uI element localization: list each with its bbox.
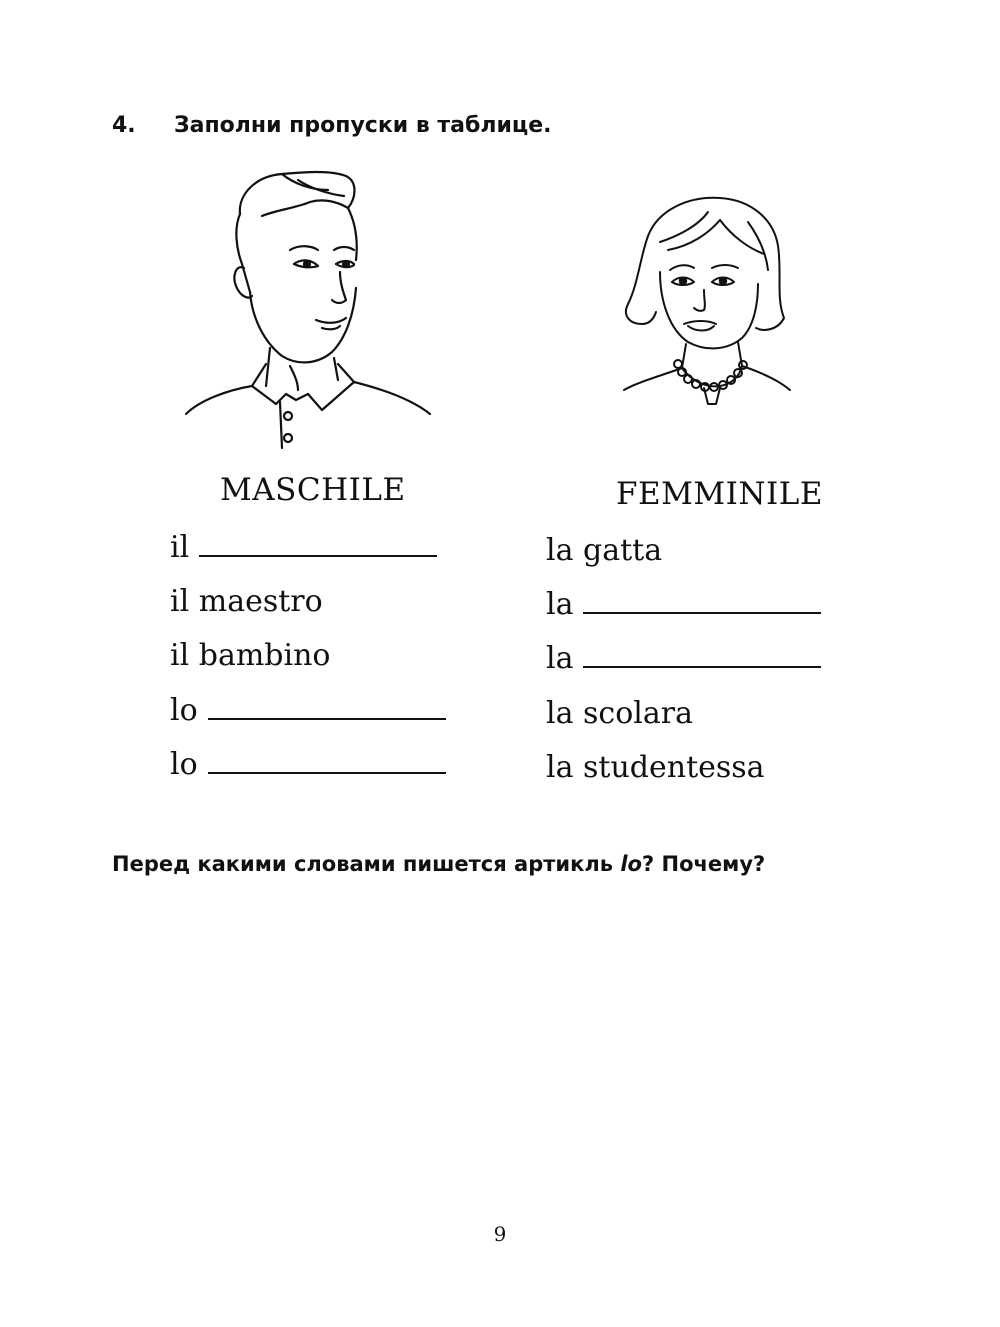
- exercise-instruction: Заполни пропуски в таблице.: [174, 113, 552, 138]
- blank-line[interactable]: [583, 584, 821, 614]
- noun: maestro: [198, 584, 323, 620]
- feminine-column: [546, 528, 821, 799]
- woman-portrait: [608, 192, 798, 420]
- question-before: Перед какими словами пишется артикль: [112, 852, 621, 876]
- feminine-row: [546, 528, 821, 582]
- article: il: [170, 530, 190, 565]
- feminine-row: [546, 636, 821, 690]
- noun: studentessa: [583, 749, 765, 785]
- blank-line[interactable]: [208, 744, 446, 774]
- feminine-row: [546, 745, 821, 799]
- article: la: [546, 749, 574, 785]
- article: la: [546, 587, 574, 623]
- masculine-row: [170, 688, 446, 742]
- blank-line[interactable]: [208, 690, 446, 720]
- feminine-row: [546, 691, 821, 745]
- article: lo: [170, 746, 198, 782]
- masculine-column: [170, 525, 446, 796]
- masculine-row: [170, 525, 446, 579]
- article: la: [546, 695, 574, 731]
- blank-line[interactable]: [583, 638, 821, 668]
- question-after: ? Почему?: [642, 852, 766, 876]
- article: il: [170, 584, 190, 620]
- noun: gatta: [583, 533, 663, 568]
- noun: bambino: [198, 638, 331, 674]
- masculine-header: MASCHILE: [220, 472, 406, 508]
- exercise-number: 4.: [112, 113, 136, 138]
- article: la: [546, 641, 574, 677]
- question-italic: lo: [620, 852, 642, 876]
- page-number: 9: [493, 1222, 507, 1246]
- feminine-row: [546, 582, 821, 636]
- article: la: [546, 533, 574, 568]
- article: lo: [170, 692, 198, 728]
- masculine-row: [170, 633, 446, 687]
- masculine-row: [170, 579, 446, 633]
- blank-line[interactable]: [199, 527, 437, 557]
- man-portrait: [178, 168, 436, 450]
- noun: scolara: [583, 695, 693, 731]
- feminine-header: FEMMINILE: [616, 476, 823, 512]
- article: il: [170, 638, 190, 674]
- masculine-row: [170, 742, 446, 796]
- question-text: [112, 844, 765, 884]
